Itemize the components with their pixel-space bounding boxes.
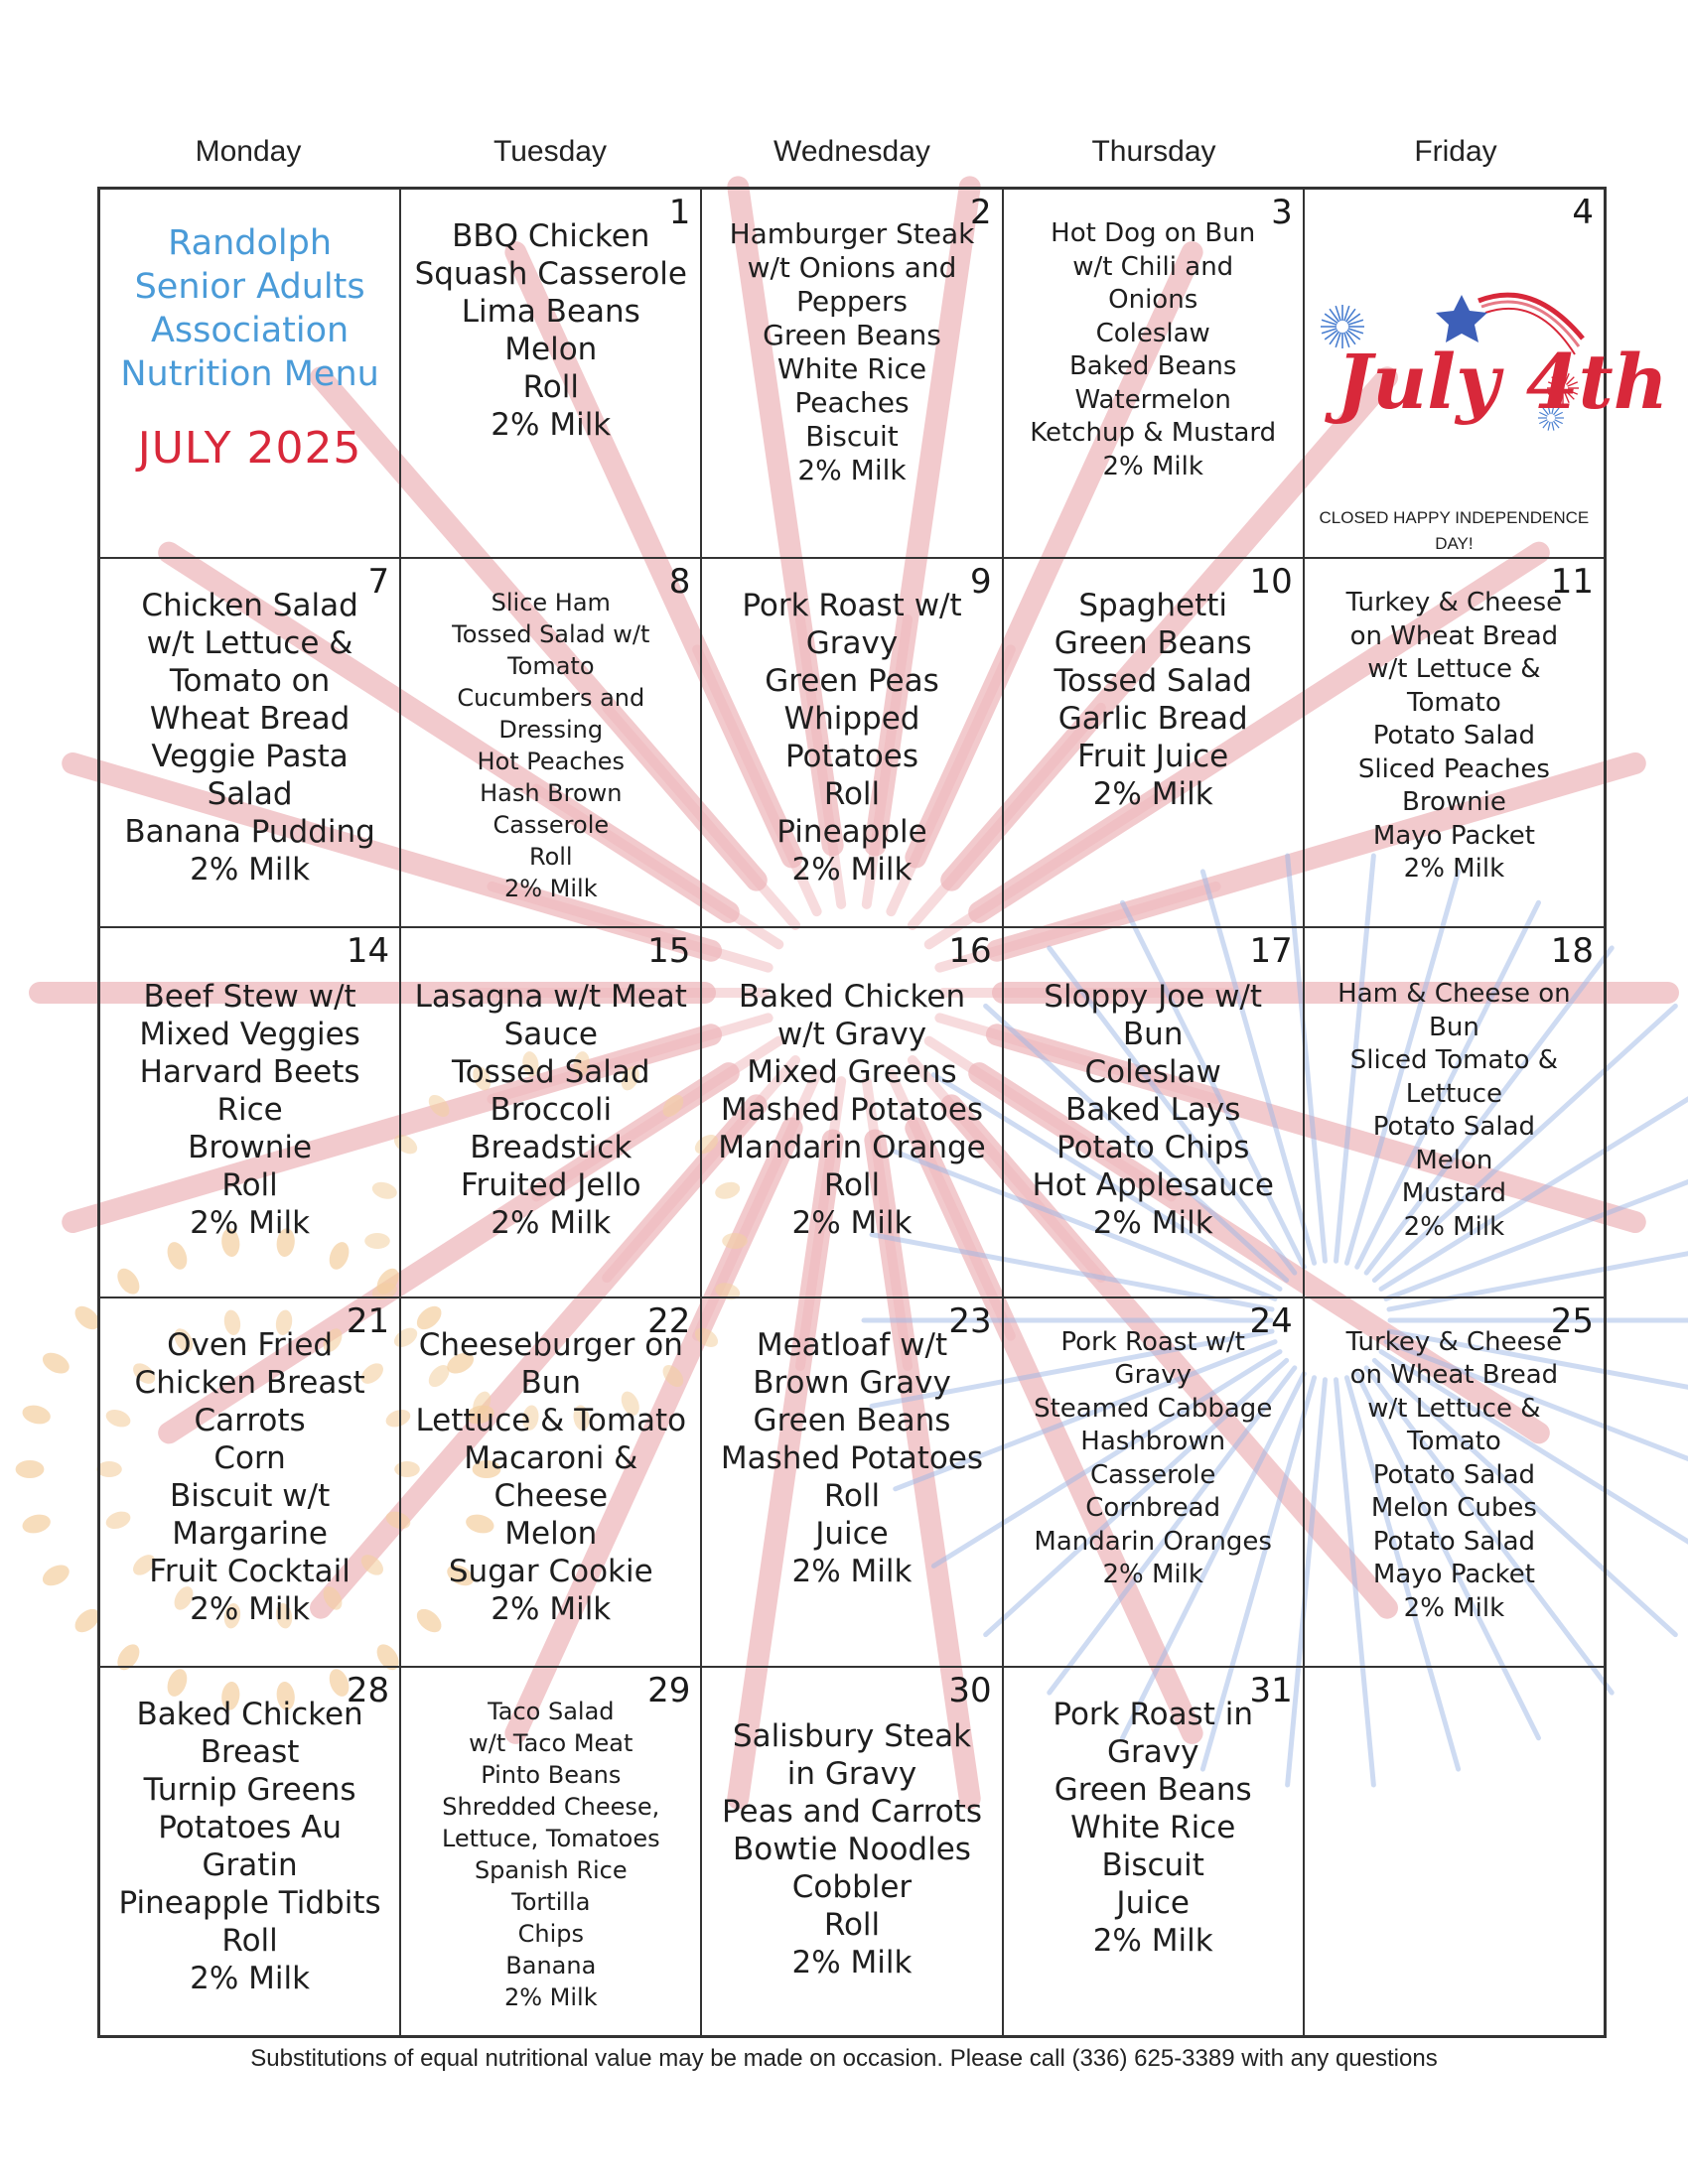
day-number: 28 — [346, 1670, 390, 1710]
weekday-tuesday: Tuesday — [493, 135, 607, 168]
menu-item: 2% Milk — [491, 407, 612, 443]
menu-calendar-grid — [97, 187, 1668, 2038]
menu-item: Carrots — [194, 1402, 306, 1438]
menu-item: Roll — [522, 369, 579, 405]
menu-item: Pineapple — [776, 814, 927, 851]
menu-item: Green Beans — [1054, 625, 1252, 662]
menu-item: Roll — [528, 843, 573, 872]
weekday-header-row — [97, 127, 1607, 177]
menu-item: Chicken Salad — [141, 588, 358, 624]
day-cell — [701, 1297, 1002, 1667]
menu-item: 2% Milk — [190, 1960, 311, 1996]
july-4th-text: July 4th — [1336, 338, 1668, 426]
day-number: 21 — [346, 1300, 390, 1341]
menu-item: Baked Beans — [1068, 351, 1237, 381]
menu-item: Lettuce — [1405, 1078, 1502, 1109]
menu-item: Pineapple Tidbits — [118, 1884, 381, 1921]
day-cell — [400, 558, 701, 927]
menu-item: 2% Milk — [1403, 854, 1505, 885]
menu-item: 2% Milk — [190, 852, 311, 888]
menu-item: w/t Lettuce & — [1367, 654, 1541, 685]
menu-item: Garlic Bread — [1057, 701, 1248, 738]
menu-item-list — [1004, 1696, 1303, 1960]
empty-cell — [1304, 1667, 1605, 2036]
day-cell — [1003, 1297, 1304, 1667]
menu-item: Spaghetti — [1078, 588, 1228, 624]
day-number: 11 — [1550, 562, 1594, 603]
menu-item: Turkey & Cheese — [1345, 588, 1563, 618]
menu-item: Slice Ham — [491, 589, 611, 617]
day-cell — [99, 1667, 400, 2036]
menu-item: Potato Salad — [1372, 1526, 1536, 1557]
menu-item: w/t Gravy — [776, 1017, 927, 1053]
day-number: 29 — [647, 1670, 691, 1710]
menu-item: Tortilla — [511, 1887, 591, 1916]
menu-item-list — [401, 217, 700, 444]
day-cell — [400, 1667, 701, 2036]
menu-item: Mashed Potatoes — [720, 1092, 984, 1129]
menu-item: Green Beans — [753, 1402, 951, 1438]
day-number: 24 — [1249, 1300, 1293, 1341]
menu-item: Peppers — [795, 285, 908, 318]
menu-item: on Wheat Bread — [1349, 620, 1559, 651]
menu-item: BBQ Chicken — [452, 218, 650, 254]
menu-item: 2% Milk — [791, 1553, 913, 1589]
menu-item-list — [401, 978, 700, 1242]
menu-item: Mixed Veggies — [139, 1017, 360, 1053]
menu-item: Hashbrown — [1080, 1427, 1226, 1457]
menu-item: 2% Milk — [1092, 776, 1213, 813]
menu-item-list — [100, 587, 399, 888]
menu-item: Ham & Cheese on — [1337, 979, 1571, 1010]
day-number: 15 — [647, 931, 691, 972]
menu-item: Brownie — [188, 1130, 313, 1166]
menu-item: Bun — [1122, 1017, 1184, 1053]
menu-item: Turnip Greens — [143, 1771, 356, 1808]
menu-item: on Wheat Bread — [1349, 1360, 1559, 1391]
menu-item-list — [1305, 1326, 1604, 1626]
menu-item: Gravy — [805, 625, 899, 662]
menu-item-list — [702, 587, 1001, 888]
menu-item: 2% Milk — [1102, 451, 1203, 481]
menu-item: Beef Stew w/t — [143, 979, 356, 1016]
menu-item: White Rice — [1070, 1809, 1236, 1845]
menu-item: Pork Roast in — [1053, 1696, 1254, 1732]
menu-item: w/t Taco Meat — [469, 1728, 633, 1757]
menu-item: Gratin — [202, 1846, 298, 1883]
menu-item: Taco Salad — [488, 1697, 615, 1725]
menu-item: Peas and Carrots — [721, 1793, 982, 1830]
menu-title-line: Nutrition Menu — [120, 354, 379, 394]
menu-item-list — [1004, 1326, 1303, 1592]
day-cell — [1003, 189, 1304, 558]
menu-item: Meatloaf w/t — [756, 1326, 948, 1363]
menu-item: 2% Milk — [503, 1982, 598, 2011]
menu-item: Mandarin Oranges — [1034, 1526, 1272, 1557]
menu-item: Lima Beans — [461, 294, 640, 330]
july-4th-logo-icon — [1315, 269, 1668, 468]
menu-item: Cheeseburger on — [418, 1326, 683, 1363]
menu-item: Pork Roast w/t — [1060, 1326, 1246, 1357]
day-number: 22 — [647, 1300, 691, 1341]
menu-item: Sauce — [503, 1017, 599, 1053]
menu-item: Gravy — [1114, 1360, 1192, 1391]
menu-item: Fruit Cocktail — [149, 1553, 351, 1589]
menu-item: White Rice — [776, 352, 927, 385]
menu-item: 2% Milk — [1403, 1211, 1505, 1242]
day-number: 17 — [1249, 931, 1293, 972]
menu-item-list — [702, 1717, 1001, 1981]
menu-item: Sliced Peaches — [1357, 753, 1550, 784]
day-number: 3 — [1271, 193, 1293, 232]
menu-item-list — [1004, 587, 1303, 813]
menu-item: w/t Chili and — [1072, 251, 1234, 282]
menu-item: Tomato — [507, 652, 595, 681]
day-number: 8 — [668, 562, 691, 603]
menu-item: Salisbury Steak — [732, 1717, 972, 1754]
menu-item: Tomato — [1407, 687, 1501, 718]
menu-item-list — [1305, 978, 1604, 1244]
footer-note: Substitutions of equal nutritional value may be made on occasion. Please call (336) 625-3389 with any questions — [250, 2045, 1438, 2072]
menu-item: Green Beans — [1054, 1771, 1252, 1808]
menu-item: 2% Milk — [503, 875, 598, 903]
day-number: 16 — [948, 931, 992, 972]
menu-item: Hot Applesauce — [1032, 1167, 1274, 1204]
menu-item: 2% Milk — [791, 1944, 913, 1980]
menu-item-list — [1004, 217, 1303, 483]
menu-item: Rice — [216, 1092, 283, 1129]
menu-item: Cornbread — [1085, 1493, 1221, 1524]
menu-item: 2% Milk — [1092, 1205, 1213, 1242]
menu-item: Hamburger Steak — [729, 217, 975, 250]
menu-item: Dressing — [498, 716, 604, 745]
menu-item: Melon — [504, 1515, 598, 1552]
title-cell — [99, 189, 400, 558]
menu-item: Squash Casserole — [414, 256, 687, 292]
menu-item: Macaroni & — [464, 1439, 638, 1476]
menu-item: Mixed Greens — [747, 1054, 957, 1091]
menu-item: Fruit Juice — [1077, 739, 1229, 775]
day-cell-holiday — [1304, 189, 1668, 558]
day-cell — [1304, 1297, 1605, 1667]
menu-item: Fruited Jello — [460, 1167, 641, 1204]
menu-item: Biscuit — [1101, 1846, 1204, 1883]
day-cell — [701, 1667, 1002, 2036]
menu-item: Potato Salad — [1372, 721, 1536, 751]
menu-item: Juice — [815, 1515, 889, 1552]
menu-item: Steamed Cabbage — [1034, 1393, 1273, 1424]
menu-item: Casserole — [492, 811, 610, 840]
menu-item: Peaches — [794, 386, 910, 419]
menu-item: Roll — [823, 1477, 881, 1514]
menu-item: Bun — [520, 1364, 582, 1401]
day-number: 30 — [948, 1670, 992, 1710]
menu-item: Lettuce & Tomato — [415, 1402, 687, 1438]
menu-item: Onions — [1108, 285, 1198, 315]
menu-item-list — [1305, 587, 1604, 887]
day-number: 23 — [948, 1300, 992, 1341]
weekday-thursday: Thursday — [1091, 135, 1216, 168]
menu-title-line: Randolph — [168, 223, 333, 263]
day-number: 25 — [1550, 1300, 1594, 1341]
menu-item: Margarine — [172, 1515, 328, 1552]
menu-item: Potato Salad — [1372, 1459, 1536, 1490]
menu-item: Mashed Potatoes — [720, 1439, 984, 1476]
menu-item: Coleslaw — [1095, 318, 1210, 348]
menu-item: Brown Gravy — [753, 1364, 951, 1401]
menu-item: Cucumbers and — [457, 684, 645, 713]
menu-item: Tomato — [1407, 1427, 1501, 1457]
menu-item: Tossed Salad — [452, 1054, 650, 1091]
menu-item: w/t Lettuce & — [1367, 1393, 1541, 1424]
menu-item: Watermelon — [1074, 384, 1231, 415]
menu-item: w/t Onions and — [747, 251, 957, 284]
menu-item: Pork Roast w/t — [742, 588, 962, 624]
menu-item: Corn — [213, 1439, 286, 1476]
day-cell — [400, 1297, 701, 1667]
day-cell — [1304, 927, 1605, 1297]
day-cell — [1304, 558, 1605, 927]
day-number: 10 — [1249, 562, 1293, 603]
menu-item: Salad — [207, 776, 293, 813]
menu-title — [100, 221, 399, 396]
menu-item: Whipped — [783, 701, 920, 738]
menu-item: Breadstick — [470, 1130, 633, 1166]
menu-item: Green Beans — [763, 319, 941, 351]
menu-item: Sliced Tomato & — [1349, 1045, 1559, 1076]
day-number: 31 — [1249, 1670, 1293, 1710]
day-cell — [1003, 1667, 1304, 2036]
day-cell — [99, 1297, 400, 1667]
menu-item: Mandarin Orange — [718, 1130, 986, 1166]
menu-item: Brownie — [1401, 787, 1506, 818]
menu-item: in Gravy — [786, 1755, 917, 1792]
menu-item-list — [401, 1326, 700, 1628]
day-cell — [400, 189, 701, 558]
day-cell — [99, 927, 400, 1297]
day-cell — [1003, 927, 1304, 1297]
menu-item: Wheat Bread — [149, 701, 351, 738]
menu-item: Spanish Rice — [474, 1855, 628, 1884]
holiday-closed-note: CLOSED HAPPY INDEPENDENCE DAY! — [1319, 508, 1590, 553]
menu-item: Hash Brown — [480, 779, 623, 808]
weekday-monday: Monday — [195, 135, 302, 168]
menu-item: Harvard Beets — [139, 1054, 360, 1091]
menu-item: Roll — [823, 1167, 881, 1204]
menu-item: Gravy — [1106, 1733, 1199, 1770]
day-number: 9 — [969, 562, 992, 603]
day-cell — [701, 189, 1002, 558]
weekday-wednesday: Wednesday — [774, 135, 930, 168]
menu-item: Potatoes Au — [158, 1809, 342, 1845]
menu-item: Roll — [823, 1906, 881, 1943]
menu-item: Bowtie Noodles — [733, 1831, 971, 1867]
menu-item: Mayo Packet — [1372, 820, 1535, 851]
day-number: 1 — [668, 193, 691, 232]
weekday-friday: Friday — [1414, 135, 1497, 168]
menu-item: Banana Pudding — [124, 814, 375, 851]
menu-item: Ketchup & Mustard — [1030, 418, 1277, 448]
menu-month: JULY 2025 — [137, 423, 362, 474]
menu-item: Potatoes — [784, 739, 919, 775]
menu-item: 2% Milk — [1403, 1592, 1505, 1623]
menu-item: Breast — [200, 1733, 300, 1770]
day-number: 14 — [346, 931, 390, 972]
menu-item: Chips — [517, 1919, 584, 1948]
menu-item-list — [100, 978, 399, 1242]
menu-item-list — [702, 217, 1001, 487]
menu-item: Roll — [221, 1167, 278, 1204]
menu-item: Baked Lays — [1064, 1092, 1241, 1129]
menu-item: Coleslaw — [1084, 1054, 1221, 1091]
menu-item-list — [401, 1696, 700, 2013]
day-number: 7 — [367, 562, 390, 603]
menu-item: Veggie Pasta — [151, 739, 349, 775]
menu-item: Tossed Salad — [1054, 663, 1252, 700]
day-cell — [701, 558, 1002, 927]
menu-item: Turkey & Cheese — [1345, 1326, 1563, 1357]
menu-item: 2% Milk — [190, 1590, 311, 1627]
menu-item: Potato Chips — [1055, 1130, 1250, 1166]
menu-item: 2% Milk — [791, 852, 913, 888]
menu-item: Potato Salad — [1372, 1112, 1536, 1143]
menu-item: Melon — [1415, 1145, 1493, 1175]
menu-item: Lasagna w/t Meat — [414, 979, 687, 1016]
menu-item: Mustard — [1401, 1178, 1507, 1209]
day-cell — [400, 927, 701, 1297]
menu-item: Hot Peaches — [477, 748, 626, 776]
menu-item: Cheese — [493, 1477, 609, 1514]
menu-item: Chicken Breast — [134, 1364, 365, 1401]
menu-item: Biscuit w/t — [169, 1477, 331, 1514]
menu-item: Juice — [1116, 1884, 1190, 1921]
menu-title-line: Senior Adults — [134, 267, 365, 307]
day-cell — [1003, 558, 1304, 927]
day-number: 4 — [1572, 193, 1594, 232]
menu-item: Biscuit — [805, 420, 899, 453]
menu-title-line: Association — [150, 311, 350, 350]
menu-item: Oven Fried — [167, 1326, 334, 1363]
menu-item: Lettuce, Tomatoes — [441, 1824, 660, 1852]
menu-item: Roll — [221, 1922, 278, 1959]
menu-item: 2% Milk — [791, 1205, 913, 1242]
menu-item: Green Peas — [765, 663, 939, 700]
menu-item: 2% Milk — [1092, 1922, 1213, 1959]
day-number: 18 — [1550, 931, 1594, 972]
day-number: 2 — [969, 193, 992, 232]
menu-item: 2% Milk — [797, 454, 907, 486]
menu-item: Sloppy Joe w/t — [1044, 979, 1263, 1016]
day-cell — [701, 927, 1002, 1297]
menu-item: Hot Dog on Bun — [1051, 218, 1256, 248]
menu-item: Baked Chicken — [136, 1696, 363, 1732]
menu-item: Cobbler — [791, 1868, 913, 1905]
menu-item: Shredded Cheese, — [442, 1792, 660, 1821]
menu-item: Broccoli — [490, 1092, 613, 1129]
menu-item-list — [702, 978, 1001, 1242]
menu-item-list — [100, 1326, 399, 1628]
menu-item: 2% Milk — [190, 1205, 311, 1242]
menu-item: Tossed Salad w/t — [452, 620, 650, 649]
menu-item: Banana — [505, 1951, 597, 1979]
menu-item: Tomato on — [169, 663, 331, 700]
day-cell — [99, 558, 400, 927]
menu-item-list — [702, 1326, 1001, 1590]
menu-item: Sugar Cookie — [448, 1553, 653, 1589]
menu-item: Bun — [1429, 1012, 1479, 1042]
menu-item: Baked Chicken — [738, 979, 966, 1016]
menu-item: Roll — [823, 776, 881, 813]
menu-item-list — [1004, 978, 1303, 1242]
menu-item: Pinto Beans — [481, 1760, 622, 1789]
menu-item: 2% Milk — [491, 1205, 612, 1242]
menu-item: Melon — [504, 332, 598, 367]
menu-item-list — [401, 587, 700, 904]
menu-item: Casserole — [1089, 1459, 1216, 1490]
menu-item: Melon Cubes — [1370, 1493, 1537, 1524]
menu-item: Mayo Packet — [1372, 1560, 1535, 1590]
menu-item: 2% Milk — [491, 1590, 612, 1627]
menu-item-list — [100, 1696, 399, 1997]
menu-item: w/t Lettuce & — [146, 625, 353, 662]
menu-item: 2% Milk — [1102, 1560, 1203, 1590]
